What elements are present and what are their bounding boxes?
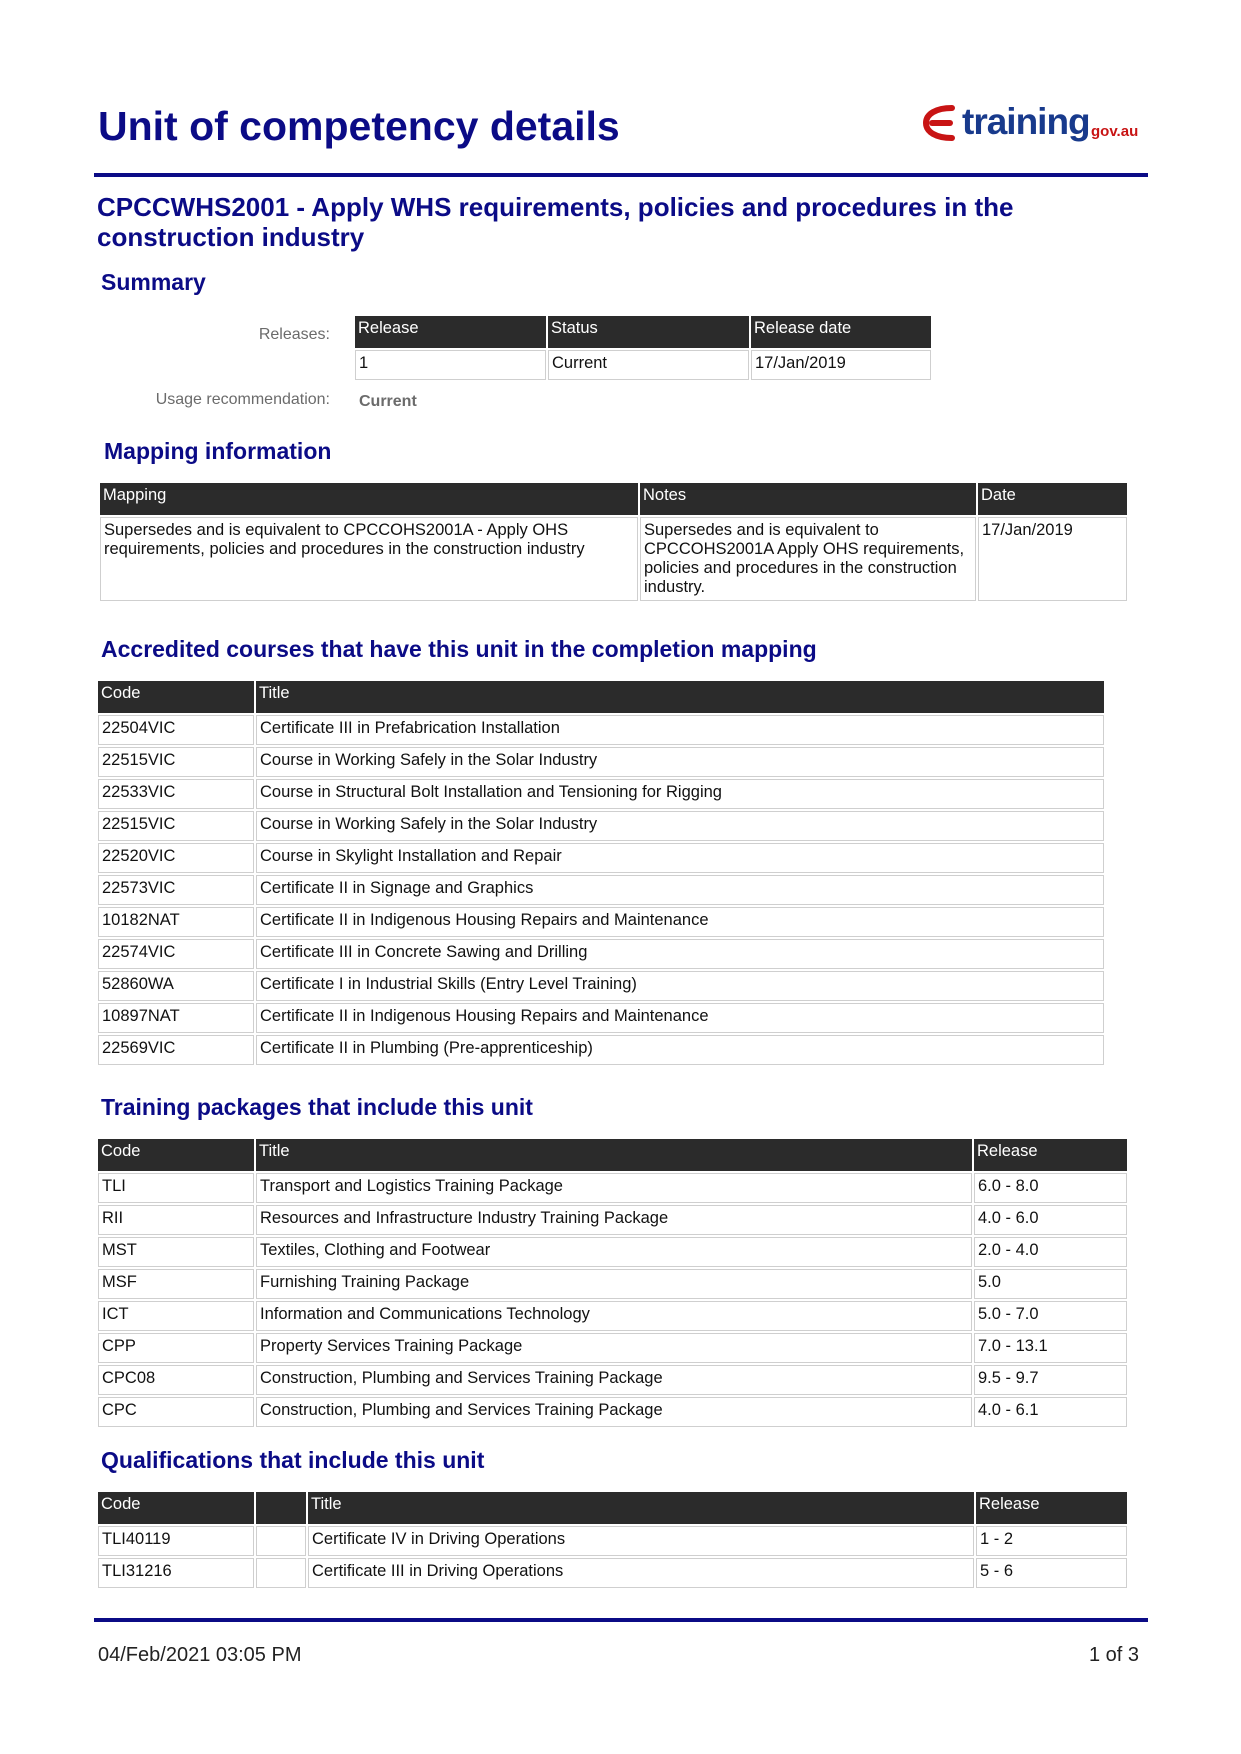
- course-code: 22573VIC: [98, 875, 254, 905]
- table-row: [98, 1237, 1127, 1267]
- page-number: 1 of 3: [1088, 1644, 1139, 1666]
- logo-text: training: [962, 101, 1090, 142]
- unit-title: CPCCWHS2001 - Apply WHS requirements, policies and procedures in the construction industry: [97, 192, 1014, 252]
- col-notes: Notes: [640, 483, 976, 515]
- course-code: 22574VIC: [98, 939, 254, 969]
- course-code: 10182NAT: [98, 907, 254, 937]
- package-release: 7.0 - 13.1: [974, 1333, 1127, 1363]
- usage-value: Current: [359, 393, 417, 410]
- usage-label: Usage recommendation:: [155, 391, 330, 408]
- course-title: Course in Working Safely in the Solar Industry: [256, 747, 1104, 777]
- course-title: Certificate III in Prefabrication Installation: [256, 715, 1104, 745]
- table-row: [98, 779, 1104, 809]
- package-title: Construction, Plumbing and Services Training Package: [256, 1365, 972, 1395]
- course-code: 22520VIC: [98, 843, 254, 873]
- mapping-date: 17/Jan/2019: [978, 517, 1127, 601]
- releases-header-row: [355, 316, 931, 348]
- mapping-table: [98, 481, 1129, 603]
- mapping-header-row: [100, 483, 1127, 515]
- header-rule: [94, 173, 1148, 177]
- qualification-code: TLI40119: [98, 1526, 254, 1556]
- package-release: 9.5 - 9.7: [974, 1365, 1127, 1395]
- package-code: MST: [98, 1237, 254, 1267]
- releases-label: Releases:: [258, 326, 330, 343]
- course-title: Certificate II in Signage and Graphics: [256, 875, 1104, 905]
- qualifications-header-row: [98, 1492, 1127, 1524]
- qualifications-heading: Qualifications that include this unit: [101, 1447, 485, 1473]
- col-title: Title: [308, 1492, 974, 1524]
- training-gov-logo[interactable]: [918, 102, 1138, 150]
- packages-header-row: [98, 1139, 1127, 1171]
- training-packages-table: [96, 1137, 1129, 1429]
- logo-swoosh-icon: [918, 104, 962, 144]
- course-title: Certificate I in Industrial Skills (Entry Level Training): [256, 971, 1104, 1001]
- package-title: Textiles, Clothing and Footwear: [256, 1237, 972, 1267]
- mapping-heading: Mapping information: [104, 438, 332, 464]
- release-number: 1: [355, 350, 546, 380]
- col-code: Code: [98, 1139, 254, 1171]
- package-title: Transport and Logistics Training Package: [256, 1173, 972, 1203]
- course-code: 22515VIC: [98, 811, 254, 841]
- package-release: 5.0: [974, 1269, 1127, 1299]
- col-release: Release: [974, 1139, 1127, 1171]
- package-title: Furnishing Training Package: [256, 1269, 972, 1299]
- qualification-blank: [256, 1558, 306, 1588]
- package-code: CPP: [98, 1333, 254, 1363]
- table-row: [98, 715, 1104, 745]
- course-title: Certificate II in Indigenous Housing Repairs and Maintenance: [256, 1003, 1104, 1033]
- summary-heading: Summary: [101, 269, 206, 295]
- table-row: [98, 747, 1104, 777]
- footer-rule: [94, 1618, 1148, 1622]
- table-row: [98, 875, 1104, 905]
- qualifications-table: [96, 1490, 1129, 1590]
- table-row: [98, 1333, 1127, 1363]
- course-code: 22515VIC: [98, 747, 254, 777]
- col-date: Date: [978, 483, 1127, 515]
- col-release-date: Release date: [751, 316, 931, 348]
- packages-heading: Training packages that include this unit: [101, 1094, 533, 1120]
- col-mapping: Mapping: [100, 483, 638, 515]
- course-title: Certificate III in Concrete Sawing and Drilling: [256, 939, 1104, 969]
- package-code: CPC08: [98, 1365, 254, 1395]
- course-code: 52860WA: [98, 971, 254, 1001]
- course-title: Course in Working Safely in the Solar Industry: [256, 811, 1104, 841]
- qualification-code: TLI31216: [98, 1558, 254, 1588]
- package-release: 6.0 - 8.0: [974, 1173, 1127, 1203]
- col-title: Title: [256, 681, 1104, 713]
- mapping-notes: Supersedes and is equivalent to CPCCOHS2001A Apply OHS requirements, policies and procedures in the construction industry.: [640, 517, 976, 601]
- page-title: Unit of competency details: [98, 103, 620, 149]
- table-row: [98, 1173, 1127, 1203]
- qualification-title: Certificate IV in Driving Operations: [308, 1526, 974, 1556]
- qualification-title: Certificate III in Driving Operations: [308, 1558, 974, 1588]
- col-release: Release: [976, 1492, 1127, 1524]
- course-code: 10897NAT: [98, 1003, 254, 1033]
- accredited-header-row: [98, 681, 1104, 713]
- package-release: 4.0 - 6.0: [974, 1205, 1127, 1235]
- table-row: [355, 350, 931, 380]
- table-row: [100, 517, 1127, 601]
- package-code: MSF: [98, 1269, 254, 1299]
- footer-timestamp: 04/Feb/2021 03:05 PM: [98, 1644, 302, 1666]
- qualification-release: 1 - 2: [976, 1526, 1127, 1556]
- qualification-release: 5 - 6: [976, 1558, 1127, 1588]
- table-row: [98, 1205, 1127, 1235]
- table-row: [98, 1526, 1127, 1556]
- package-code: CPC: [98, 1397, 254, 1427]
- course-title: Certificate II in Indigenous Housing Repairs and Maintenance: [256, 907, 1104, 937]
- package-release: 4.0 - 6.1: [974, 1397, 1127, 1427]
- package-code: ICT: [98, 1301, 254, 1331]
- table-row: [98, 1003, 1104, 1033]
- package-title: Construction, Plumbing and Services Training Package: [256, 1397, 972, 1427]
- course-title: Course in Structural Bolt Installation and Tensioning for Rigging: [256, 779, 1104, 809]
- col-release: Release: [355, 316, 546, 348]
- table-row: [98, 1269, 1127, 1299]
- package-release: 2.0 - 4.0: [974, 1237, 1127, 1267]
- course-code: 22504VIC: [98, 715, 254, 745]
- col-code: Code: [98, 1492, 254, 1524]
- col-title: Title: [256, 1139, 972, 1171]
- col-code: Code: [98, 681, 254, 713]
- package-title: Information and Communications Technology: [256, 1301, 972, 1331]
- accredited-heading: Accredited courses that have this unit in the completion mapping: [101, 636, 817, 662]
- package-code: TLI: [98, 1173, 254, 1203]
- mapping-text: Supersedes and is equivalent to CPCCOHS2001A - Apply OHS requirements, policies and procedures in the construction industry: [100, 517, 638, 601]
- course-title: Certificate II in Plumbing (Pre-apprenticeship): [256, 1035, 1104, 1065]
- package-code: RII: [98, 1205, 254, 1235]
- col-blank: [256, 1492, 306, 1524]
- course-title: Course in Skylight Installation and Repair: [256, 843, 1104, 873]
- release-date: 17/Jan/2019: [751, 350, 931, 380]
- package-release: 5.0 - 7.0: [974, 1301, 1127, 1331]
- accredited-courses-table: [96, 679, 1106, 1067]
- table-row: [98, 811, 1104, 841]
- col-status: Status: [548, 316, 749, 348]
- table-row: [98, 971, 1104, 1001]
- logo-suffix: gov.au: [1091, 123, 1139, 140]
- table-row: [98, 1558, 1127, 1588]
- package-title: Resources and Infrastructure Industry Training Package: [256, 1205, 972, 1235]
- table-row: [98, 939, 1104, 969]
- release-status: Current: [548, 350, 749, 380]
- table-row: [98, 1365, 1127, 1395]
- package-title: Property Services Training Package: [256, 1333, 972, 1363]
- table-row: [98, 1397, 1127, 1427]
- course-code: 22533VIC: [98, 779, 254, 809]
- table-row: [98, 843, 1104, 873]
- qualification-blank: [256, 1526, 306, 1556]
- table-row: [98, 907, 1104, 937]
- table-row: [98, 1301, 1127, 1331]
- course-code: 22569VIC: [98, 1035, 254, 1065]
- releases-table: [353, 314, 933, 382]
- table-row: [98, 1035, 1104, 1065]
